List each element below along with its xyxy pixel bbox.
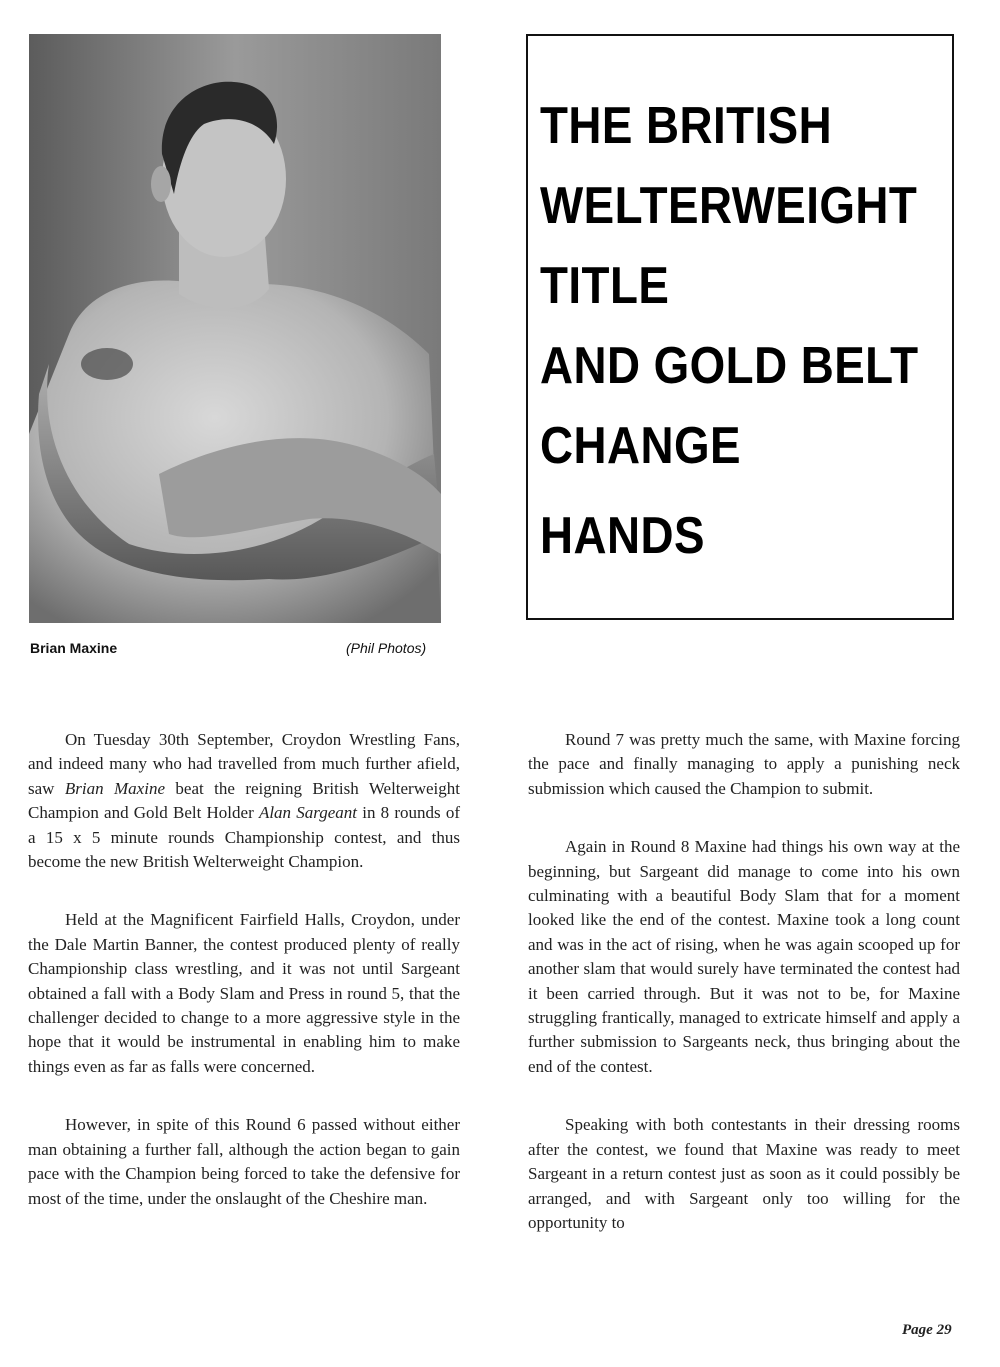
- photo-caption-subject: Brian Maxine: [30, 640, 118, 656]
- article-column-right: [528, 728, 960, 1269]
- headline-line-3: TITLE: [540, 257, 670, 315]
- headline-line-6: HANDS: [540, 507, 705, 565]
- headline-line-2: WELTERWEIGHT: [540, 177, 918, 235]
- wrestler-photo-illustration: [29, 34, 441, 623]
- article-paragraph: However, in spite of this Round 6 passed without either man obtaining a further fall, although the action began to gain pace with the Champion being forced to take the defensive for most of the time, under the onslaught of the Cheshire man.: [28, 1115, 460, 1208]
- wrestler-name: Brian Maxine: [64, 778, 165, 798]
- article-paragraph: On Tuesday 30th September, Croydon Wrestling Fans, and indeed many who had travelled from much further afield, saw Brian Maxine beat the reigning British Welterweight Champion and Gold Belt Holder Alan Sargeant in 8 rounds of a 15 x 5 minute rounds Championship contest, and thus become the new British Welterweight Champion.: [28, 730, 460, 872]
- article-paragraph: Round 7 was pretty much the same, with Maxine forcing the pace and finally managing to apply a punishing neck submission which caused the Champion to submit.: [528, 730, 960, 798]
- photo-caption-credit: (Phil Photos): [346, 640, 427, 656]
- wrestler-name: Alan Sargeant: [258, 803, 358, 823]
- headline-line-4: AND GOLD BELT: [540, 337, 919, 395]
- article-column-left: [28, 728, 460, 1245]
- headline-line-1: THE BRITISH: [540, 97, 833, 155]
- page-number: Page 29: [902, 1322, 952, 1338]
- headline-line-5: CHANGE: [540, 417, 741, 475]
- article-paragraph: Speaking with both contestants in their dressing rooms after the contest, we found that Maxine was ready to meet Sargeant in a return contest just as soon as it could possibly be arranged, and with Sargeant only too willing for the opportunity to: [528, 1115, 960, 1232]
- article-paragraph: Again in Round 8 Maxine had things his own way at the beginning, but Sargeant did manage to come into his own culminating with a beautiful Body Slam that for a moment looked like the end of the contest. Maxine took a long count and was in the act of rising, when he was again scooped up for another slam that would surely have terminated the contest had it been carried through. But it was not to be, for Maxine struggling frantically, managed to extricate himself and apply a further submission to Sargeants neck, thus bringing about the end of the contest.: [528, 837, 960, 1076]
- headline-box: [526, 34, 954, 620]
- wrestler-photo: [29, 34, 441, 623]
- article-paragraph: Held at the Magnificent Fairfield Halls, Croydon, under the Dale Martin Banner, the contest produced plenty of really Championship class wrestling, and it was not until Sargeant obtained a fall with a Body Slam and Press in round 5, that the challenger decided to change to a more aggressive style in the hope that it would be instrumental in enabling him to make things even as far as falls were concerned.: [28, 910, 460, 1076]
